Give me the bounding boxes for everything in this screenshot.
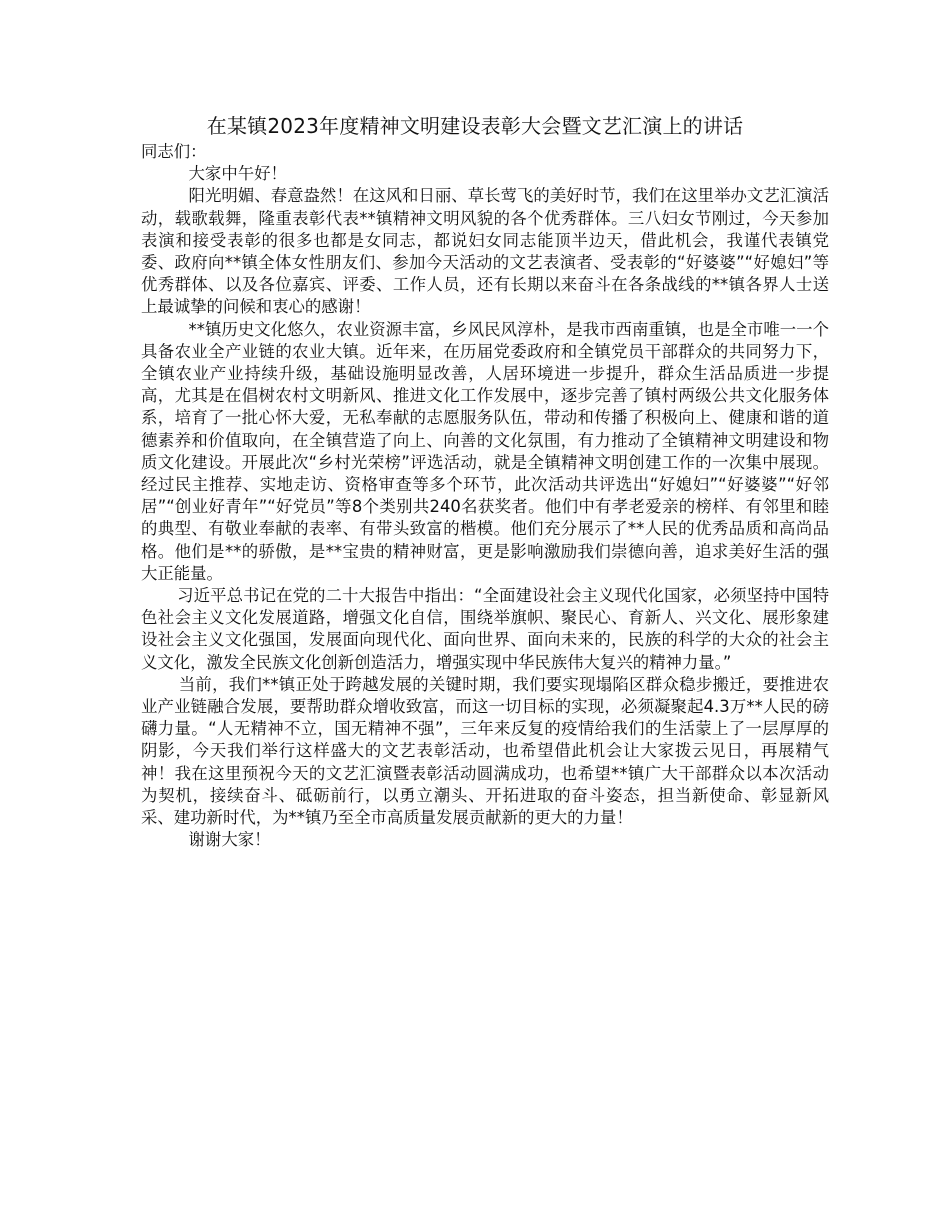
- paragraph-current-situation: 当前，我们**镇正处于跨越发展的关键时期，我们要实现塌陷区群众稳步搬迁，要推进农业产业链融合发展，要帮助群众增收致富，而这一切目标的实现，必须凝聚起4.3万**人民的磅礴力量。“人无精神不立，国无精神不强”，三年来反复的疫情给我们的生活蒙上了一层厚厚的阴影，今天我们举行这样盛大的文艺表彰活动，也希望借此机会让大家拨云见日，再展精气神！我在这里预祝今天的文艺汇演暨表彰活动圆满成功，也希望**镇广大干部群众以本次活动为契机，接续奋斗、砥砺前行，以勇立潮头、开拓进取的奋斗姿态，担当新使命、彰显新风采、建功新时代，为**镇乃至全市高质量发展贡献新的更大的力量！: [141, 674, 829, 828]
- greeting: 大家中午好！: [188, 164, 287, 184]
- closing-thanks: 谢谢大家！: [188, 830, 271, 850]
- salutation: 同志们：: [141, 142, 207, 161]
- paragraph-town-overview: **镇历史文化悠久，农业资源丰富，乡风民风淳朴，是我市西南重镇，也是全市唯一一个具备农业全产业链的农业大镇。近年来，在历届党委政府和全镇党员干部群众的共同努力下，全镇农业产业持续升级，基础设施明显改善，人居环境进一步提升，群众生活品质进一步提高，尤其是在倡树农村文明新风、推进文化工作发展中，逐步完善了镇村两级公共文化服务体系，培育了一批心怀大爱，无私奉献的志愿服务队伍，带动和传播了积极向上、健康和谐的道德素养和价值取向，在全镇营造了向上、向善的文化氛围，有力推动了全镇精神文明建设和物质文化建设。开展此次“乡村光荣榜”评选活动，就是全镇精神文明创建工作的一次集中展现。经过民主推荐、实地走访、资格审查等多个环节，此次活动共评选出“好媳妇”“好婆婆”“好邻居”“创业好青年”“好党员”等8个类别共240名获奖者。他们中有孝老爱亲的榜样、有邻里和睦的典型、有敬业奉献的表率、有带头致富的楷模。他们充分展示了**人民的优秀品质和高尚品格。他们是**的骄傲，是**宝贵的精神财富，更是影响激励我们崇德向善，追求美好生活的强大正能量。: [141, 319, 829, 583]
- speech-body: [141, 141, 829, 852]
- document-title: 在某镇2023年度精神文明建设表彰大会暨文艺汇演上的讲话: [206, 114, 744, 138]
- paragraph-quote: 习近平总书记在党的二十大报告中指出：“全面建设社会主义现代化国家，必须坚持中国特色社会主义文化发展道路，增强文化自信，围绕举旗帜、聚民心、育新人、兴文化、展形象建设社会主义文化强国，发展面向现代化、面向世界、面向未来的，民族的科学的大众的社会主义文化，激发全民族文化创新创造活力，增强实现中华民族伟大复兴的精神力量。”: [141, 586, 829, 672]
- paragraph-opening: 阳光明媚、春意盎然！在这风和日丽、草长莺飞的美好时节，我们在这里举办文艺汇演活动，载歌载舞，隆重表彰代表**镇精神文明风貌的各个优秀群体。三八妇女节刚过，今天参加表演和接受表彰的很多也都是女同志，都说妇女同志能顶半边天，借此机会，我谨代表镇党委、政府向**镇全体女性朋友们、参加今天活动的文艺表演者、受表彰的“好婆婆”“好媳妇”等优秀群体、以及各位嘉宾、评委、工作人员，还有长期以来奋斗在各条战线的**镇各界人士送上最诚挚的问候和衷心的感谢！: [141, 186, 829, 317]
